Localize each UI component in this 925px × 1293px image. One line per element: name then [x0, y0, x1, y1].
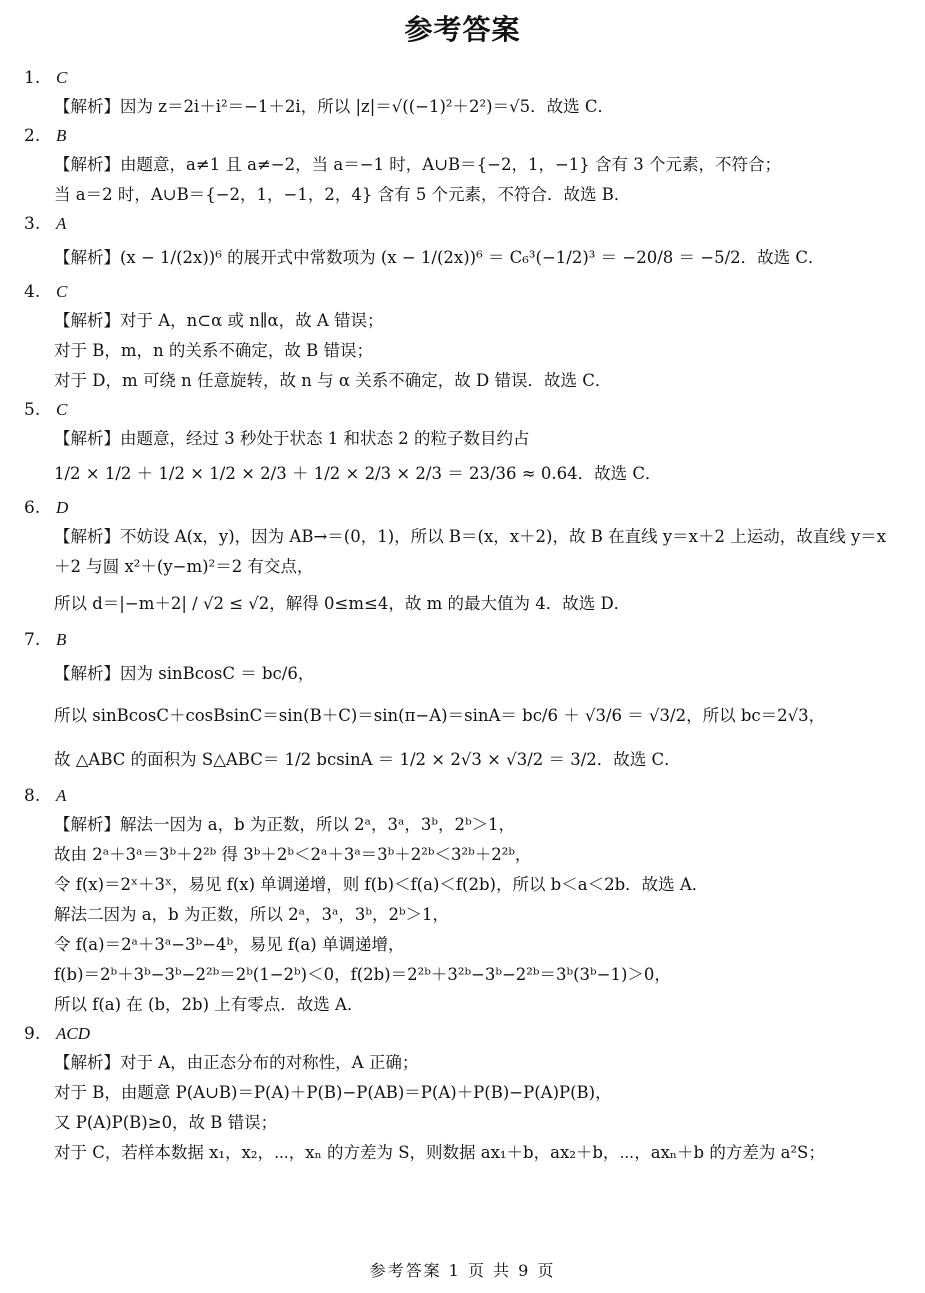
explanation-line: 对于 B，m，n 的关系不确定，故 B 错误； [54, 341, 374, 360]
explanation-line: ＋2 与圆 x²＋(y−m)²＝2 有交点， [54, 557, 314, 576]
question-answer: C [56, 400, 68, 419]
question-answer: B [56, 126, 67, 145]
question-8 [24, 782, 904, 1020]
explanation-line: 【解析】因为 sinBcosC ＝ bc/6， [54, 664, 315, 683]
answer-list [24, 64, 904, 1168]
question-number: 8. [24, 786, 41, 806]
question-number: 7. [24, 630, 41, 650]
question-4 [24, 278, 904, 396]
question-answer: C [56, 282, 68, 301]
explanation-line: 对于 B，由题意 P(A∪B)＝P(A)＋P(B)−P(AB)＝P(A)＋P(B)−P(A)P(B)， [54, 1083, 612, 1102]
explanation-line: 令 f(x)＝2ˣ＋3ˣ，易见 f(x) 单调递增，则 f(b)＜f(a)＜f(2b)，所以 b＜a＜2b．故选 A． [54, 875, 709, 894]
question-answer: C [56, 68, 68, 87]
explanation-line: 所以 f(a) 在 (b，2b) 上有零点．故选 A． [54, 995, 364, 1014]
explanation-line: f(b)＝2ᵇ＋3ᵇ−3ᵇ−2²ᵇ＝2ᵇ(1−2ᵇ)＜0，f(2b)＝2²ᵇ＋3²ᵇ−3ᵇ−2²ᵇ＝3ᵇ(3ᵇ−1)＞0， [54, 965, 671, 984]
explanation-line: 对于 D，m 可绕 n 任意旋转，故 n 与 α 关系不确定，故 D 错误．故选 C． [54, 371, 612, 390]
question-number: 5. [24, 400, 41, 420]
explanation-line: 【解析】由题意，经过 3 秒处于状态 1 和状态 2 的粒子数目约占 [54, 429, 530, 448]
question-number: 4. [24, 282, 41, 302]
explanation-line: 所以 d＝|−m＋2| / √2 ≤ √2，解得 0≤m≤4，故 m 的最大值为 4．故选 D． [54, 594, 631, 613]
question-2 [24, 122, 904, 210]
explanation-line: 对于 C，若样本数据 x₁，x₂，⋯，xₙ 的方差为 S，则数据 ax₁＋b，ax₂＋b，⋯，axₙ＋b 的方差为 a²S； [54, 1143, 825, 1162]
explanation-line: 【解析】由题意，a≠1 且 a≠−2，当 a＝−1 时，A∪B＝{−2，1，−1} 含有 3 个元素，不符合； [54, 155, 782, 174]
question-number: 9. [24, 1024, 41, 1044]
explanation-line: 【解析】对于 A，n⊂α 或 n∥α，故 A 错误； [54, 311, 384, 330]
question-number: 2. [24, 126, 41, 146]
question-7 [24, 626, 904, 782]
explanation-line: 故由 2ᵃ＋3ᵃ＝3ᵇ＋2²ᵇ 得 3ᵇ＋2ᵇ＜2ᵃ＋3ᵃ＝3ᵇ＋2²ᵇ＜3²ᵇ＋2²ᵇ， [54, 845, 532, 864]
page-title: 参考答案 [404, 13, 521, 46]
question-3 [24, 210, 904, 278]
explanation-line: 【解析】对于 A，由正态分布的对称性，A 正确； [54, 1053, 419, 1072]
explanation-line: 【解析】不妨设 A(x，y)，因为 AB→＝(0，1)，所以 B＝(x，x＋2)，故 B 在直线 y＝x＋2 上运动，故直线 y＝x [54, 527, 887, 546]
question-number: 1. [24, 68, 41, 88]
explanation-line: 【解析】因为 z＝2i＋i²＝−1＋2i，所以 |z|＝√((−1)²＋2²)＝√5．故选 C． [54, 97, 614, 116]
question-6 [24, 494, 904, 626]
question-number: 6. [24, 498, 41, 518]
explanation-line: 【解析】解法一因为 a，b 为正数，所以 2ᵃ，3ᵃ，3ᵇ，2ᵇ＞1， [54, 815, 516, 834]
explanation-line: 所以 sinBcosC＋cosBsinC＝sin(B＋C)＝sin(π−A)＝sinA＝ bc/6 ＋ √3/6 ＝ √3/2，所以 bc＝2√3， [54, 706, 826, 725]
explanation-line: 当 a＝2 时，A∪B＝{−2，1，−1，2，4} 含有 5 个元素，不符合．故选 B． [54, 185, 631, 204]
explanation-line: 解法二因为 a，b 为正数，所以 2ᵃ，3ᵃ，3ᵇ，2ᵇ＞1， [54, 905, 450, 924]
question-answer: D [56, 498, 69, 517]
question-answer: A [56, 786, 67, 805]
explanation-line: 1/2 × 1/2 ＋ 1/2 × 1/2 × 2/3 ＋ 1/2 × 2/3 × 2/3 ＝ 23/36 ≈ 0.64．故选 C． [54, 464, 662, 483]
question-answer: ACD [56, 1024, 90, 1043]
explanation-line: 【解析】(x − 1/(2x))⁶ 的展开式中常数项为 (x − 1/(2x))⁶ ＝ C₆³(−1/2)³ ＝ −20/8 ＝ −5/2．故选 C． [54, 248, 825, 267]
question-answer: A [56, 214, 67, 233]
explanation-line: 故 △ABC 的面积为 S△ABC＝ 1/2 bcsinA ＝ 1/2 × 2√3 × √3/2 ＝ 3/2．故选 C． [54, 750, 681, 769]
question-answer: B [56, 630, 67, 649]
question-1 [24, 64, 904, 122]
page-footer: 参考答案 1 页 共 9 页 [369, 1261, 556, 1280]
explanation-line: 令 f(a)＝2ᵃ＋3ᵃ−3ᵇ−4ᵇ，易见 f(a) 单调递增， [54, 935, 405, 954]
question-5 [24, 396, 904, 494]
explanation-line: 又 P(A)P(B)≥0，故 B 错误； [54, 1113, 278, 1132]
question-9 [24, 1020, 904, 1168]
question-number: 3. [24, 214, 41, 234]
